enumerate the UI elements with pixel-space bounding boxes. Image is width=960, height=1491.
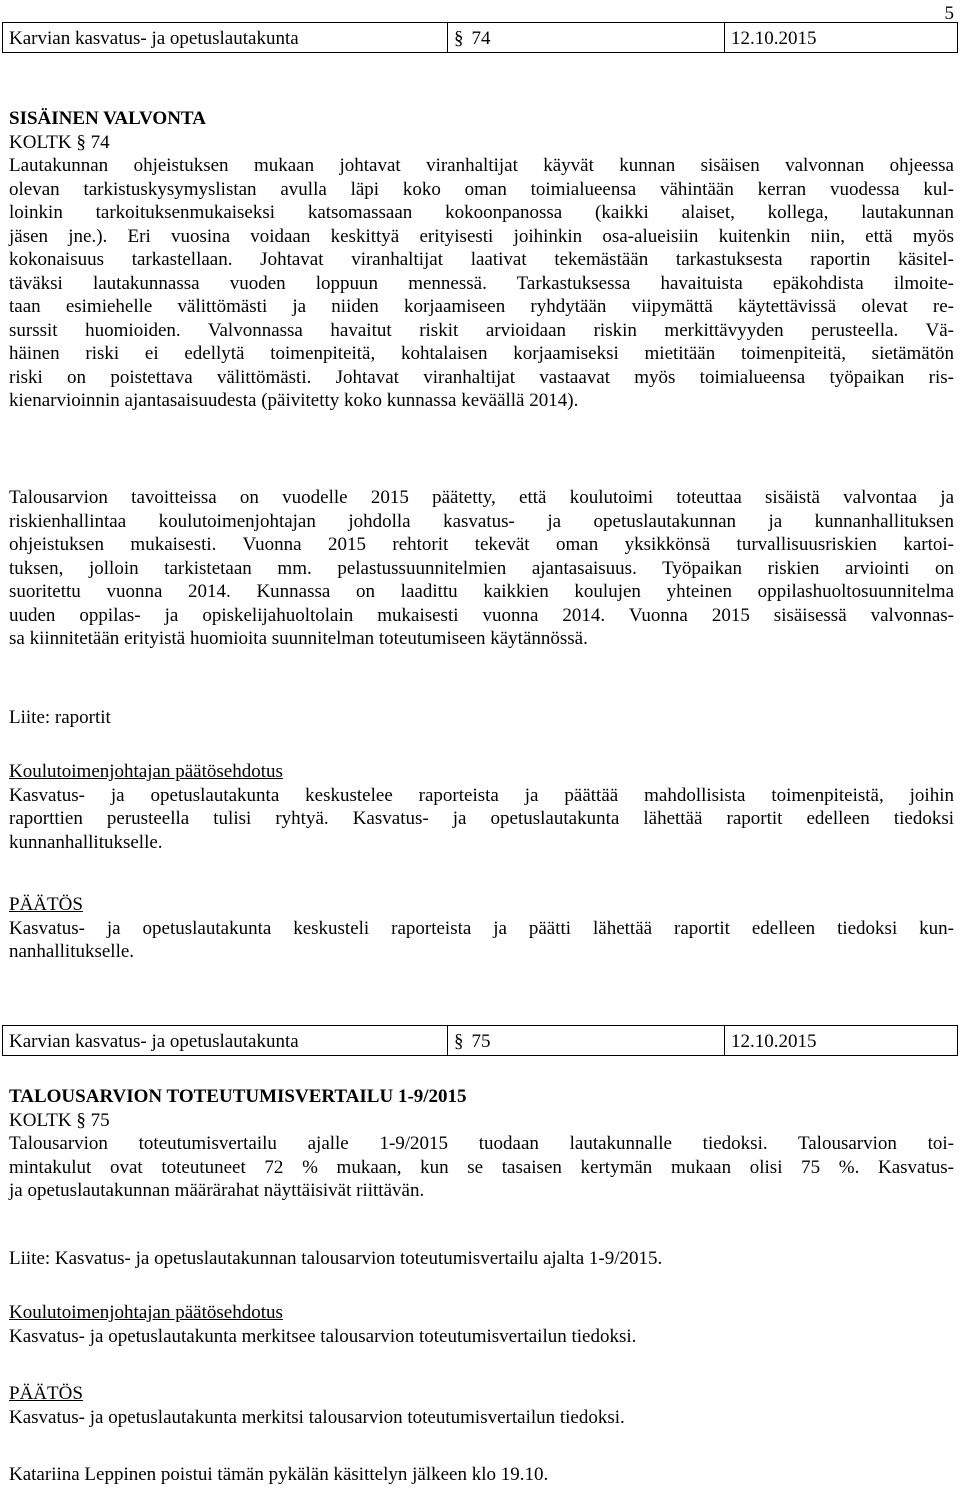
decision-75 — [9, 1382, 954, 1429]
paragraph-line: uuden oppilas- ja opiskelijahuoltolain mukaisesti vuonna 2014. Vuonna 2015 sisäisessä valvonnas- — [9, 604, 954, 626]
paragraph-line: ohjeistuksen mukaisesti. Vuonna 2015 rehtorit tekevät oman yksikkönsä turvallisuusriskien kartoi- — [9, 534, 954, 555]
section-number: 74 — [471, 27, 491, 49]
paragraph-line: suoritettu vuonna 2014. Kunnassa on laadittu kaikkien koulujen yhteinen oppilashuoltosuunnitelma — [9, 581, 954, 602]
paragraph-line: nanhallitukselle. — [9, 941, 135, 962]
paragraph-line: kokonaisuus tarkastellaan. Johtavat viranhaltijat laativat tekemästään tarkastuksesta raportin käsitel- — [9, 249, 954, 270]
paragraph-1 — [9, 154, 954, 413]
paragraph-line: loinkin tarkoituksenmukaiseksi katsomassaan kokoonpanossa (kaikki alaiset, kollega, lautakunnan — [9, 202, 954, 223]
paragraph-line: Lautakunnan ohjeistuksen mukaan johtavat viranhaltijat käyvät kunnan sisäisen valvonnan ohjeessa — [9, 155, 954, 176]
section-sign: § — [454, 27, 464, 49]
paragraph-line: Kasvatus- ja opetuslautakunta keskustelee raporteista ja päättää mahdollisista toimenpiteistä, joihin — [9, 784, 954, 806]
paragraph-line: taan esimiehelle välittömästi ja niiden korjaamiseen ryhdytään viipymättä käytettävissä olevat re- — [9, 296, 954, 317]
section-title: SISÄINEN VALVONTA — [9, 108, 206, 129]
proposal-heading: Koulutoimenjohtajan päätösehdotus — [9, 1302, 283, 1323]
paragraph-line: mintakulut ovat toteutuneet 72 % mukaan, kun se tasaisen kertymän mukaan olisi 75 %. Kasvatus- — [9, 1156, 954, 1178]
header-org: Karvian kasvatus- ja opetuslautakunta — [3, 23, 448, 53]
paragraph-line: täväksi lautakunnassa vuoden loppuun mennessä. Tarkastuksessa havaituista epäkohdista ilmoite- — [9, 272, 954, 294]
header-org: Karvian kasvatus- ja opetuslautakunta — [3, 1026, 448, 1056]
paragraph-line: kunnanhallitukselle. — [9, 831, 163, 853]
decision-74 — [9, 893, 954, 964]
paragraph-line: Talousarvion tavoitteissa on vuodelle 2015 päätetty, että koulutoimi toteuttaa sisäistä valvontaa ja — [9, 487, 954, 508]
paragraph-line: jäsen jne.). Eri vuosina voidaan keskittyä erityisesti joihinkin osa-alueisiin kuitenkin niin, että myös — [9, 225, 954, 247]
header-section-number — [448, 1026, 725, 1056]
paragraph-line: ja opetuslautakunnan määrärahat näyttäisivät riittävän. — [9, 1180, 425, 1201]
page-number: 5 — [944, 3, 954, 24]
proposal-heading: Koulutoimenjohtajan päätösehdotus — [9, 761, 283, 782]
header-date: 12.10.2015 — [725, 1026, 958, 1056]
paragraph-line: kienarvioinnin ajantasaisuudesta (päivitetty koko kunnassa keväällä 2014). — [9, 390, 579, 411]
section-74-header — [2, 22, 958, 53]
decision-heading: PÄÄTÖS — [9, 894, 83, 915]
proposal-74 — [9, 760, 954, 854]
section-number: 75 — [471, 1030, 491, 1052]
paragraph-line: raporttien perusteella tulisi ryhtyä. Kasvatus- ja opetuslautakunta lähettää raportit edelleen tiedoksi — [9, 808, 954, 829]
koltk-reference: KOLTK § 74 — [9, 131, 110, 153]
paragraph-line: sa kiinnitetään erityistä huomioita suunnitelman toteutumiseen käytännössä. — [9, 628, 588, 649]
section-74-body — [9, 107, 954, 413]
paragraph-line: Kasvatus- ja opetuslautakunta keskusteli raporteista ja päätti lähettää raportit edelleen tiedoksi kun- — [9, 917, 954, 939]
attachment-74: Liite: raportit — [9, 707, 111, 728]
header-date: 12.10.2015 — [725, 23, 958, 53]
paragraph-line: häinen riski ei edellytä toimenpiteitä, kohtalaisen korjaamiseksi mietitään toimenpiteitä, sietämätön — [9, 343, 954, 364]
note-75: Katariina Leppinen poistui tämän pykälän käsittelyn jälkeen klo 19.10. — [9, 1464, 549, 1485]
paragraph-line: surssit huomioiden. Valvonnassa havaitut riskit arvioidaan riskin merkittävyyden perusteella. Vä- — [9, 319, 954, 341]
section-75-header — [2, 1025, 958, 1056]
koltk-reference: KOLTK § 75 — [9, 1109, 110, 1131]
paragraph-line: olevan tarkistuskysymyslistan avulla läpi koko oman toimialueensa vähintään kerran vuodessa kul- — [9, 178, 954, 200]
proposal-text: Kasvatus- ja opetuslautakunta merkitsee talousarvion toteutumisvertailun tiedoksi. — [9, 1325, 637, 1347]
paragraph-line: riski on poistettava välittömästi. Johtavat viranhaltijat vastaavat myös toimialueensa työpaikan ris- — [9, 366, 954, 388]
paragraph-line: Talousarvion toteutumisvertailu ajalle 1-9/2015 tuodaan lautakunnalle tiedoksi. Talousarvion toi- — [9, 1133, 954, 1154]
paragraph-line: riskienhallintaa koulutoimenjohtajan johdolla kasvatus- ja opetuslautakunnan ja kunnanhallituksen — [9, 510, 954, 532]
decision-text: Kasvatus- ja opetuslautakunta merkitsi talousarvion toteutumisvertailun tiedoksi. — [9, 1406, 625, 1428]
section-title: TALOUSARVION TOTEUTUMISVERTAILU 1-9/2015 — [9, 1086, 467, 1107]
header-section-number — [448, 23, 725, 53]
attachment-75: Liite: Kasvatus- ja opetuslautakunnan talousarvion toteutumisvertailu ajalta 1-9/2015. — [9, 1248, 663, 1269]
decision-heading: PÄÄTÖS — [9, 1383, 83, 1404]
section-sign: § — [454, 1030, 464, 1052]
paragraph-line: tuksen, jolloin tarkistetaan mm. pelastussuunnitelmien ajantasaisuus. Työpaikan riskien arviointi on — [9, 557, 954, 579]
section-75-body — [9, 1085, 954, 1203]
section-74-paragraph-2 — [9, 486, 954, 651]
proposal-75 — [9, 1301, 954, 1348]
